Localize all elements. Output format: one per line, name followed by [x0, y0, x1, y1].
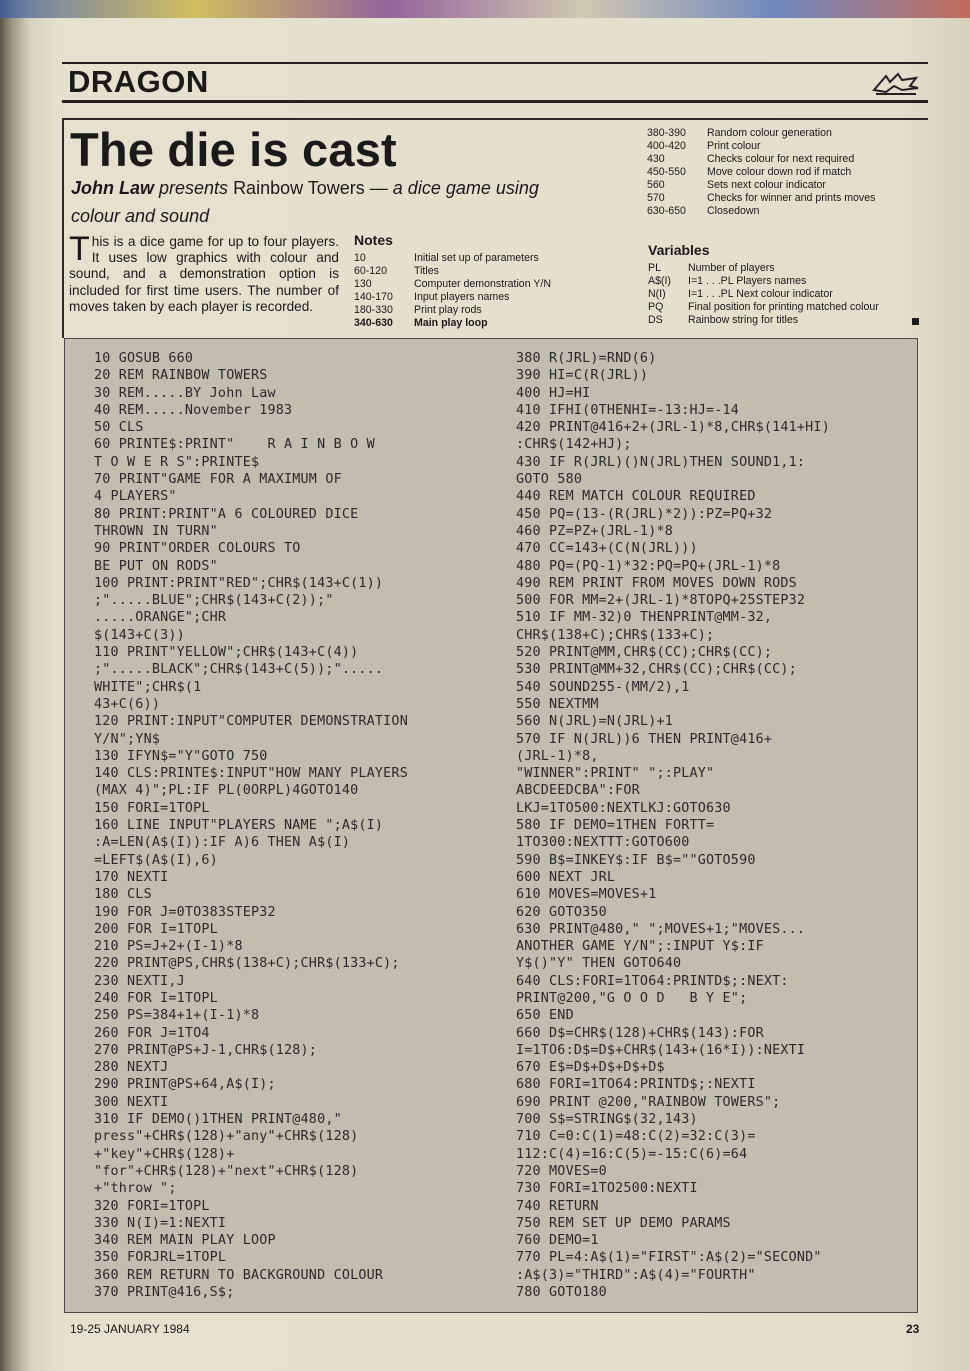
list-item — [647, 179, 917, 192]
article-standfirst — [71, 174, 591, 230]
variable-desc: I=1 . . .PL Players names — [688, 275, 807, 287]
notes-heading: Notes — [354, 232, 393, 248]
page-number: 23 — [906, 1322, 920, 1336]
note-line: 140-170 — [354, 291, 393, 303]
issue-date: 19-25 JANUARY 1984 — [70, 1322, 190, 1336]
notes-panel — [354, 232, 604, 330]
note-line: 560 — [647, 179, 665, 191]
list-item — [648, 314, 918, 327]
note-desc: Sets next colour indicator — [707, 179, 826, 191]
note-desc: Print play rods — [414, 304, 482, 316]
list-item — [354, 291, 604, 304]
list-item — [354, 252, 604, 265]
variable-desc: Rainbow string for titles — [688, 314, 799, 326]
variable-desc: I=1 . . .PL Next colour indicator — [688, 288, 833, 300]
note-line: 570 — [647, 192, 665, 204]
variable-name: DS — [648, 314, 663, 326]
list-item — [647, 127, 917, 140]
variable-name: PL — [648, 262, 661, 274]
note-desc: Closedown — [707, 205, 760, 217]
variables-panel — [648, 242, 918, 327]
variable-name: N(I) — [648, 288, 666, 300]
section-title: DRAGON — [68, 64, 209, 99]
author-name: John Law — [71, 178, 155, 198]
list-item — [648, 275, 918, 288]
note-desc: Computer demonstration Y/N — [414, 278, 551, 290]
note-desc: Main play loop — [414, 317, 488, 329]
note-line: 380-390 — [647, 127, 686, 139]
section-header — [62, 62, 928, 102]
variable-desc: Final position for printing matched colour — [688, 301, 879, 313]
standfirst-presents: presents — [154, 178, 234, 198]
variable-desc: Number of players — [688, 262, 775, 274]
list-item — [648, 262, 918, 275]
list-item — [647, 205, 917, 218]
note-desc: Input players names — [414, 291, 510, 303]
note-line: 10 — [354, 252, 366, 264]
note-desc: Move colour down rod if match — [707, 166, 852, 178]
list-item — [354, 317, 604, 330]
list-item — [354, 278, 604, 291]
previous-page-edge — [0, 0, 970, 18]
end-mark — [912, 318, 919, 325]
notes-continued — [647, 127, 917, 218]
note-desc: Print colour — [707, 140, 761, 152]
note-line: 430 — [647, 153, 665, 165]
list-item — [354, 304, 604, 317]
note-line: 180-330 — [354, 304, 393, 316]
note-desc: Titles — [414, 265, 439, 277]
variable-name: PQ — [648, 301, 664, 313]
note-line: 400-420 — [647, 140, 686, 152]
list-item — [648, 301, 918, 314]
list-item — [647, 192, 917, 205]
note-line: 630-650 — [647, 205, 686, 217]
drop-cap: T — [69, 230, 90, 268]
program-listing-column-2: 380 R(JRL)=RND(6) 390 HI=C(R(JRL)) 400 HJ=HI 410 IFHI(0THENHI=-13:HJ=-14 420 PRINT@416+2+(JRL-1)*8,CHR$(141+HI) :CHR$(142+HJ); 430 IF R(JRL)()N(JRL)THEN SOUND1,1: GOTO 580 440 REM MATCH COLOUR REQUIRED 450 PQ=(13-(R(JRL)*2)):PZ=PQ+32 460 PZ=PZ+(JRL-1)*8 470 CC=143+(C(N(JRL))) 480 PQ=(PQ-1)*32:PQ=PQ+(JRL-1)*8 490 REM PRINT FROM MOVES DOWN RODS 500 FOR MM=2+(JRL-1)*8TOPQ+25STEP32 510 IF MM-32)0 THENPRINT@MM-32, CHR$(138+C);CHR$(133+C); 520 PRINT@MM,CHR$(CC);CHR$(CC); 530 PRINT@MM+32,CHR$(CC);CHR$(CC); 540 SOUND255-(MM/2),1 550 NEXTMM 560 N(JRL)=N(JRL)+1 570 IF N(JRL))6 THEN PRINT@416+ (JRL-1)*8, "WINNER":PRINT" ";:PLAY" ABCDEEDCBA":FOR LKJ=1TO500:NEXTLKJ:GOTO630 580 IF DEMO=1THEN FORTT= 1TO300:NEXTTT:GOTO600 590 B$=INKEY$:IF B$=""GOTO590 600 NEXT JRL 610 MOVES=MOVES+1 620 GOTO350 630 PRINT@480," ";MOVES+1;"MOVES... ANOTHER GAME Y/N";:INPUT Y$:IF Y$()"Y" THEN GOTO640 640 CLS:FORI=1TO64:PRINTD$;:NEXT: PRINT@200,"G O O D B Y E"; 650 END 660 D$=CHR$(128)+CHR$(143):FOR I=1TO6:D$=D$+CHR$(143+(16*I)):NEXTI 670 E$=D$+D$+D$+D$ 680 FORI=1TO64:PRINTD$;:NEXTI 690 PRINT @200,"RAINBOW TOWERS"; 700 S$=STRING$(32,143) 710 C=0:C(1)=48:C(2)=32:C(3)= 112:C(4)=16:C(5)=-15:C(6)=64 720 MOVES=0 730 FORI=1TO2500:NEXTI 740 RETURN 750 REM SET UP DEMO PARAMS 760 DEMO=1 770 PL=4:A$(1)="FIRST":A$(2)="SECOND" :A$(3)="THIRD":A$(4)="FOURTH" 780 GOTO180 — [516, 351, 830, 1301]
dragon-logo-icon — [872, 68, 920, 96]
list-item — [647, 166, 917, 179]
note-desc: Initial set up of parameters — [414, 252, 539, 264]
list-item — [647, 140, 917, 153]
note-desc: Checks colour for next required — [707, 153, 855, 165]
variables-heading: Variables — [648, 242, 710, 258]
program-listing-column-1: 10 GOSUB 660 20 REM RAINBOW TOWERS 30 REM.....BY John Law 40 REM.....November 1983 50 CLS 60 PRINTE$:PRINT" R A I N B O W T O W E R S":PRINTE$ 70 PRINT"GAME FOR A MAXIMUM OF 4 PLAYERS" 80 PRINT:PRINT"A 6 COLOURED DICE THROWN IN TURN" 90 PRINT"ORDER COLOURS TO BE PUT ON RODS" 100 PRINT:PRINT"RED";CHR$(143+C(1)) ;".....BLUE";CHR$(143+C(2));" .....ORANGE";CHR $(143+C(3)) 110 PRINT"YELLOW";CHR$(143+C(4)) ;".....BLACK";CHR$(143+C(5));"..... WHITE";CHR$(1 43+C(6)) 120 PRINT:INPUT"COMPUTER DEMONSTRATION Y/N";YN$ 130 IFYN$="Y"GOTO 750 140 CLS:PRINTE$:INPUT"HOW MANY PLAYERS (MAX 4)";PL:IF PL(0ORPL)4GOTO140 150 FORI=1TOPL 160 LINE INPUT"PLAYERS NAME ";A$(I) :A=LEN(A$(I)):IF A)6 THEN A$(I) =LEFT$(A$(I),6) 170 NEXTI 180 CLS 190 FOR J=0TO383STEP32 200 FOR I=1TOPL 210 PS=J+2+(I-1)*8 220 PRINT@PS,CHR$(138+C);CHR$(133+C); 230 NEXTI,J 240 FOR I=1TOPL 250 PS=384+1+(I-1)*8 260 FOR J=1TO4 270 PRINT@PS+J-1,CHR$(128); 280 NEXTJ 290 PRINT@PS+64,A$(I); 300 NEXTI 310 IF DEMO()1THEN PRINT@480," press"+CHR$(128)+"any"+CHR$(128) +"key"+CHR$(128)+ "for"+CHR$(128)+"next"+CHR$(128) +"throw "; 320 FORI=1TOPL 330 N(I)=1:NEXTI 340 REM MAIN PLAY LOOP 350 FORJRL=1TOPL 360 REM RETURN TO BACKGROUND COLOUR 370 PRINT@416,S$; — [94, 351, 408, 1301]
list-item — [354, 265, 604, 278]
list-item — [647, 153, 917, 166]
note-line: 130 — [354, 278, 372, 290]
note-desc: Checks for winner and prints moves — [707, 192, 876, 204]
lede-text: his is a dice game for up to four players. It uses low graphics with colour and sound, and a demonstration option is included for first time users. The number of moves taken by each player is recorded. — [69, 234, 339, 314]
article-lede — [69, 230, 339, 315]
standfirst-tail: — a dice game using colour and sound — [71, 178, 539, 226]
note-desc: Random colour generation — [707, 127, 832, 139]
header-rule — [62, 100, 928, 103]
variable-name: A$(I) — [648, 275, 671, 287]
article-headline: The die is cast — [70, 123, 397, 176]
note-line: 60-120 — [354, 265, 387, 277]
program-name: Rainbow Towers — [233, 178, 365, 198]
list-item — [648, 288, 918, 301]
note-line: 450-550 — [647, 166, 686, 178]
note-line: 340-630 — [354, 317, 393, 329]
